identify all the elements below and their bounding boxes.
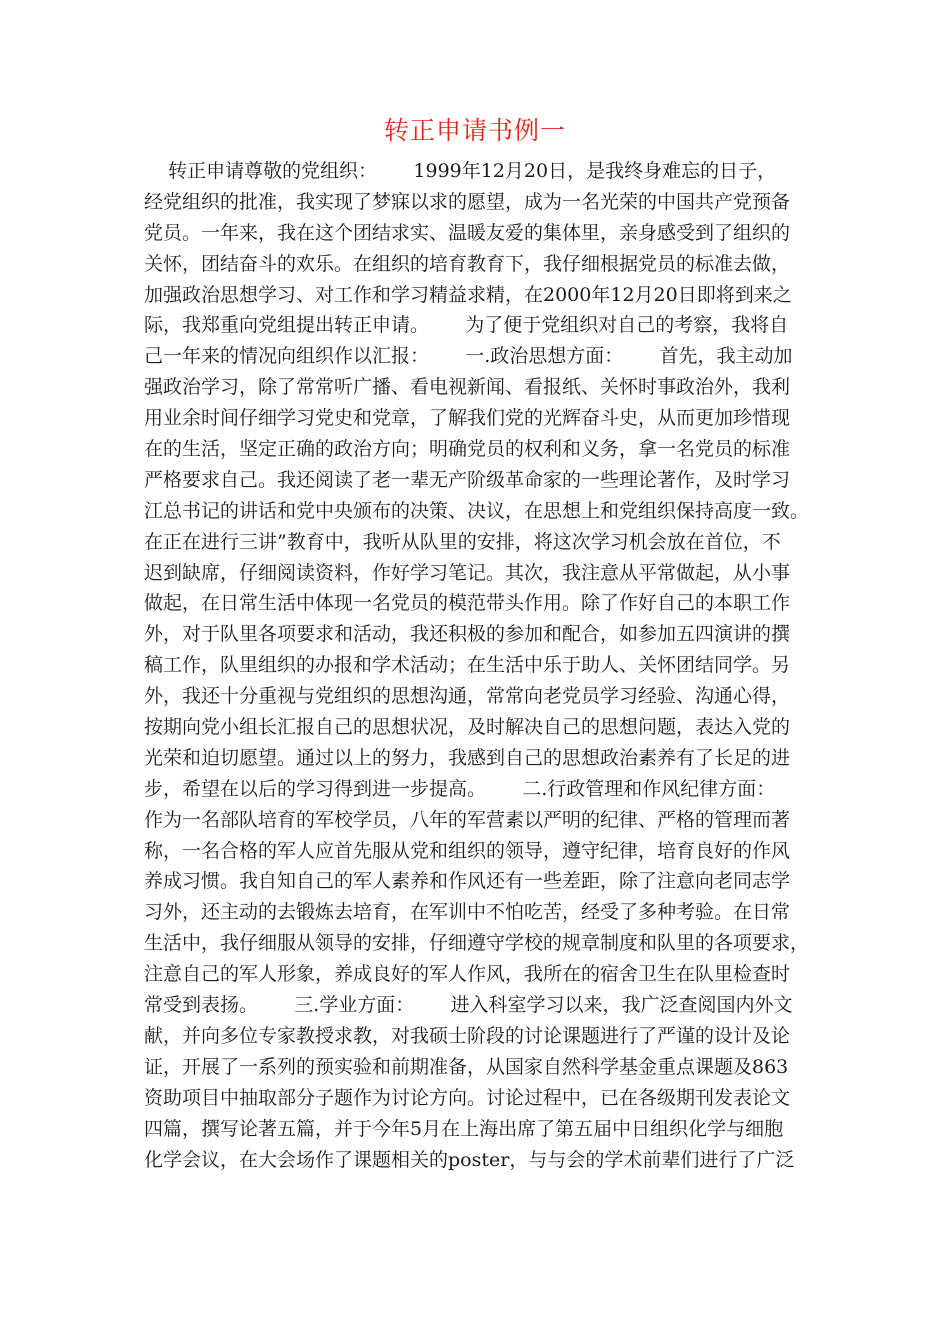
body-line: 外，对于队里各项要求和活动，我还积极的参加和配合，如参加五四演讲的撰 — [144, 623, 791, 646]
body-line: 步，希望在以后的学习得到进一步提高。 二.行政管理和作风纪律方面： — [144, 777, 776, 800]
document-title: 转正申请书例一 — [383, 116, 566, 145]
body-line: 转正申请尊敬的党组织： 1999年12月20日，是我终身难忘的日子， — [144, 160, 777, 182]
body-line: 证，开展了一系列的预实验和前期准备，从国家自然科学基金重点课题及863 — [144, 1055, 789, 1078]
body-line: 迟到缺席，仔细阅读资料，作好学习笔记。其次，我注意从平常做起，从小事 — [144, 561, 791, 584]
body-line: 加强政治思想学习、对工作和学习精益求精，在2000年12月20日即将到来之 — [144, 283, 792, 306]
body-line: 称，一名合格的军人应首先服从党和组织的领导，遵守纪律，培育良好的作风 — [144, 839, 791, 862]
body-line: 做起，在日常生活中体现一名党员的模范带头作用。除了作好自己的本职工作 — [144, 592, 791, 615]
body-line: 光荣和迫切愿望。通过以上的努力，我感到自己的思想政治素养有了长足的进 — [144, 746, 791, 769]
body-line: 用业余时间仔细学习党史和党章，了解我们党的光辉奋斗史，从而更加珍惜现 — [144, 407, 791, 430]
body-line: 资助项目中抽取部分子题作为讨论方向。讨论过程中，已在各级期刊发表论文 — [144, 1086, 791, 1109]
body-line: 党员。一年来，我在这个团结求实、温暖友爱的集体里，亲身感受到了组织的 — [144, 221, 791, 244]
body-line: 己一年来的情况向组织作以汇报： 一.政治思想方面： 首先，我主动加 — [144, 345, 793, 368]
body-line: 常受到表扬。 三.学业方面： 进入科室学习以来，我广泛查阅国内外文 — [144, 994, 793, 1017]
body-line: 经党组织的批准，我实现了梦寐以求的愿望，成为一名光荣的中国共产党预备 — [144, 190, 791, 213]
document-body — [144, 156, 814, 1175]
body-line: 江总书记的讲话和党中央颁布的决策、决议，在思想上和党组织保持高度一致。 — [144, 499, 810, 522]
body-line: 际，我郑重向党组提出转正申请。 为了便于党组织对自己的考察，我将自 — [144, 314, 789, 337]
body-line: 化学会议，在大会场作了课题相关的poster，与与会的学术前辈们进行了广泛 — [144, 1148, 795, 1171]
body-line: 习外，还主动的去锻炼去培育，在军训中不怕吃苦，经受了多种考验。在日常 — [144, 901, 791, 924]
body-line: 强政治学习，除了常常听广播、看电视新闻、看报纸、关怀时事政治外，我利 — [144, 376, 791, 399]
body-line: 关怀，团结奋斗的欢乐。在组织的培育教育下，我仔细根据党员的标准去做， — [144, 252, 791, 275]
body-line: 生活中，我仔细服从领导的安排，仔细遵守学校的规章制度和队里的各项要求， — [144, 932, 810, 955]
body-line: 注意自己的军人形象，养成良好的军人作风，我所在的宿舍卫生在队里检查时 — [144, 963, 791, 986]
body-line: 按期向党小组长汇报自己的思想状况，及时解决自己的思想问题，表达入党的 — [144, 716, 791, 739]
body-line: 献，并向多位专家教授求教，对我硕士阶段的讨论课题进行了严谨的设计及论 — [144, 1024, 791, 1047]
body-line: 外，我还十分重视与党组织的思想沟通，常常向老党员学习经验、沟通心得， — [144, 685, 791, 708]
body-line: 严格要求自己。我还阅读了老一辈无产阶级革命家的一些理论著作，及时学习 — [144, 468, 791, 491]
body-line: 作为一名部队培育的军校学员，八年的军营素以严明的纪律、严格的管理而著 — [144, 808, 791, 831]
body-line: 四篇，撰写论著五篇，并于今年5月在上海出席了第五届中日组织化学与细胞 — [144, 1117, 784, 1140]
body-line: 养成习惯。我自知自己的军人素养和作风还有一些差距，除了注意向老同志学 — [144, 870, 791, 893]
body-line: 在的生活，坚定正确的政治方向；明确党员的权利和义务，拿一名党员的标准 — [144, 438, 791, 461]
body-line: 稿工作，队里组织的办报和学术活动；在生活中乐于助人、关怀团结同学。另 — [144, 654, 791, 677]
body-line: 在正在进行三讲”教育中，我听从队里的安排，将这次学习机会放在首位，不 — [144, 530, 781, 553]
